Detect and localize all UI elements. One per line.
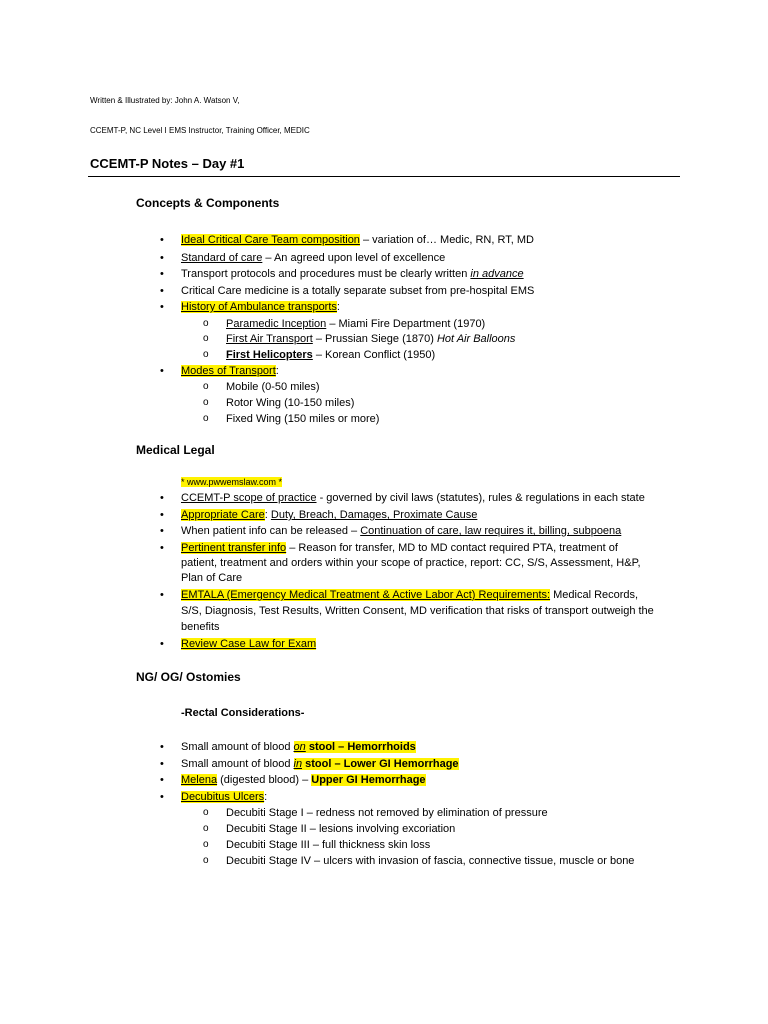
highlighted-text: Upper GI Hemorrhage bbox=[311, 774, 426, 786]
list-item bbox=[181, 508, 477, 522]
item-text: Small amount of blood bbox=[181, 741, 294, 753]
bullet-icon: • bbox=[160, 492, 164, 504]
subheading-rectal: -Rectal Considerations- bbox=[181, 707, 305, 719]
list-item bbox=[181, 773, 426, 787]
highlighted-text: stool – Lower GI Hemorrhage bbox=[302, 758, 459, 770]
list-item-continuation: S/S, Diagnosis, Test Results, Written Consent, MD verification that risks of transport outweigh the bbox=[181, 605, 654, 617]
highlighted-text: Appropriate Care bbox=[181, 509, 265, 521]
sub-list-item: Decubiti Stage II – lesions involving excoriation bbox=[226, 823, 456, 835]
item-text: – Prussian Siege (1870) bbox=[312, 333, 437, 345]
sub-bullet-icon: o bbox=[203, 807, 209, 818]
list-item bbox=[181, 740, 416, 754]
sub-list-item bbox=[226, 332, 515, 346]
item-text: – Miami Fire Department (1970) bbox=[326, 318, 486, 330]
list-item bbox=[181, 588, 638, 602]
bullet-icon: • bbox=[160, 589, 164, 601]
sub-list-item: Decubiti Stage I – redness not removed by elimination of pressure bbox=[226, 807, 548, 819]
bullet-icon: • bbox=[160, 301, 164, 313]
bullet-icon: • bbox=[160, 285, 164, 297]
item-text: – An agreed upon level of excellence bbox=[262, 252, 446, 264]
underlined-text: Standard of care bbox=[181, 252, 263, 264]
sub-bullet-icon: o bbox=[203, 397, 209, 408]
sub-bullet-icon: o bbox=[203, 855, 209, 866]
section-heading-concepts: Concepts & Components bbox=[136, 196, 280, 210]
bullet-icon: • bbox=[160, 741, 164, 753]
highlighted-text: in bbox=[293, 758, 303, 770]
sub-bullet-icon: o bbox=[203, 349, 209, 360]
item-text: : bbox=[264, 509, 271, 521]
sub-bullet-icon: o bbox=[203, 333, 209, 344]
website-link[interactable] bbox=[181, 475, 282, 489]
bullet-icon: • bbox=[160, 774, 164, 786]
item-text: : bbox=[264, 791, 268, 803]
item-text: – variation of… Medic, RN, RT, MD bbox=[359, 234, 534, 246]
bullet-icon: • bbox=[160, 509, 164, 521]
sub-list-item: Mobile (0-50 miles) bbox=[226, 381, 320, 393]
sub-bullet-icon: o bbox=[203, 381, 209, 392]
author-line: Written & Illustrated by: John A. Watson V, bbox=[90, 96, 240, 105]
sub-bullet-icon: o bbox=[203, 318, 209, 329]
sub-list-item: Rotor Wing (10-150 miles) bbox=[226, 397, 355, 409]
item-text: Transport protocols and procedures must be clearly written bbox=[181, 268, 471, 280]
underlined-text: Paramedic Inception bbox=[226, 318, 327, 330]
bullet-icon: • bbox=[160, 525, 164, 537]
sub-list-item bbox=[226, 348, 435, 362]
item-text: : bbox=[336, 301, 340, 313]
underlined-text: First Air Transport bbox=[226, 333, 313, 345]
item-text: Medical Records, bbox=[550, 589, 639, 601]
sub-list-item: Fixed Wing (150 miles or more) bbox=[226, 413, 380, 425]
bullet-icon: • bbox=[160, 758, 164, 770]
list-item bbox=[181, 251, 445, 265]
highlighted-text: on bbox=[293, 741, 306, 753]
item-text: (digested blood) – bbox=[217, 774, 312, 786]
highlighted-text: EMTALA (Emergency Medical Treatment & Active Labor Act) Requirements: bbox=[181, 589, 551, 601]
sub-list-item: Decubiti Stage III – full thickness skin loss bbox=[226, 839, 431, 851]
sub-list-item bbox=[226, 317, 485, 331]
list-item-continuation: benefits bbox=[181, 621, 220, 633]
highlighted-text: Ideal Critical Care Team composition bbox=[181, 234, 360, 246]
item-text: - governed by civil laws (statutes), rules & regulations in each state bbox=[316, 492, 645, 504]
list-item bbox=[181, 364, 279, 378]
highlighted-text: History of Ambulance transports bbox=[181, 301, 337, 313]
item-text: : bbox=[275, 365, 279, 377]
bullet-icon: • bbox=[160, 638, 164, 650]
list-item bbox=[181, 300, 340, 314]
page-title: CCEMT-P Notes – Day #1 bbox=[90, 156, 245, 171]
sub-bullet-icon: o bbox=[203, 413, 209, 424]
list-item bbox=[181, 757, 459, 771]
underlined-text: Continuation of care, law requires it, billing, subpoena bbox=[360, 525, 622, 537]
highlighted-text: Pertinent transfer info bbox=[181, 542, 287, 554]
bullet-icon: • bbox=[160, 791, 164, 803]
emphasis-text: in advance bbox=[470, 268, 524, 280]
item-text: – Reason for transfer, MD to MD contact required PTA, treatment of bbox=[286, 542, 618, 554]
bullet-icon: • bbox=[160, 542, 164, 554]
credentials-line: CCEMT-P, NC Level I EMS Instructor, Training Officer, MEDIC bbox=[90, 126, 310, 135]
list-item bbox=[181, 491, 645, 505]
item-text: Small amount of blood bbox=[181, 758, 294, 770]
section-heading-legal: Medical Legal bbox=[136, 443, 215, 457]
sub-bullet-icon: o bbox=[203, 839, 209, 850]
item-text: – Korean Conflict (1950) bbox=[312, 349, 436, 361]
sub-bullet-icon: o bbox=[203, 823, 209, 834]
underlined-text: First Helicopters bbox=[226, 349, 313, 361]
sub-list-item: Decubiti Stage IV – ulcers with invasion of fascia, connective tissue, muscle or bone bbox=[226, 855, 635, 867]
highlighted-text: Decubitus Ulcers bbox=[181, 791, 265, 803]
bullet-icon: • bbox=[160, 268, 164, 280]
highlighted-text: stool – Hemorrhoids bbox=[305, 741, 416, 753]
highlighted-text[interactable]: * www.pwwemslaw.com * bbox=[181, 477, 283, 487]
list-item bbox=[181, 233, 534, 247]
item-text: When patient info can be released – bbox=[181, 525, 361, 537]
list-item bbox=[181, 524, 621, 538]
highlighted-text: Modes of Transport bbox=[181, 365, 276, 377]
section-heading-ng: NG/ OG/ Ostomies bbox=[136, 670, 241, 684]
list-item bbox=[181, 637, 316, 651]
bullet-icon: • bbox=[160, 234, 164, 246]
italic-text: Hot Air Balloons bbox=[436, 333, 516, 345]
bullet-icon: • bbox=[160, 252, 164, 264]
underlined-text: CCEMT-P scope of practice bbox=[181, 492, 317, 504]
list-item bbox=[181, 541, 618, 555]
highlighted-text: Melena bbox=[181, 774, 218, 786]
list-item bbox=[181, 790, 267, 804]
highlighted-text: Review Case Law for Exam bbox=[181, 638, 317, 650]
list-item-continuation: Plan of Care bbox=[181, 572, 243, 584]
bullet-icon: • bbox=[160, 365, 164, 377]
underlined-text: Duty, Breach, Damages, Proximate Cause bbox=[270, 509, 478, 521]
list-item bbox=[181, 267, 524, 281]
title-divider bbox=[88, 176, 680, 177]
list-item-continuation: patient, treatment and orders within your scope of practice, report: CC, S/S, Assessment, H&P, bbox=[181, 557, 641, 569]
list-item: Critical Care medicine is a totally separate subset from pre-hospital EMS bbox=[181, 285, 535, 297]
